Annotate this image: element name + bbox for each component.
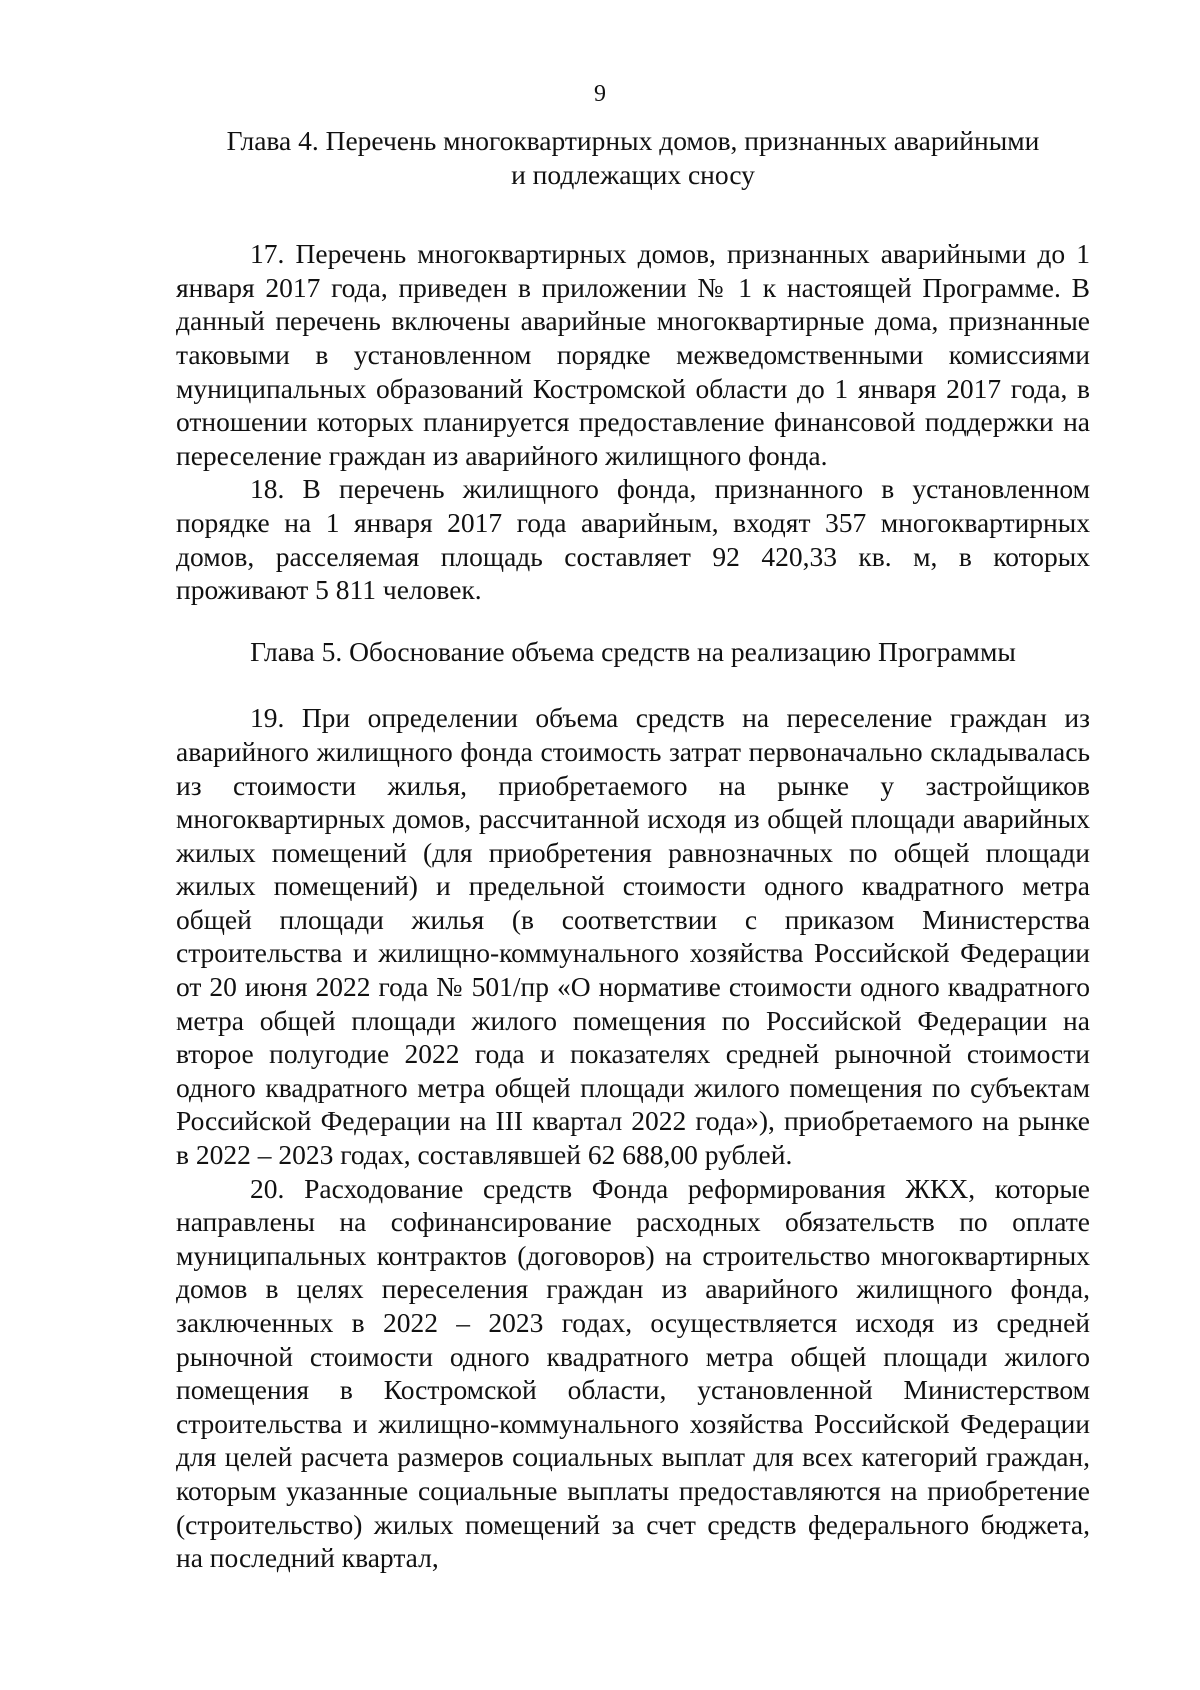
spacer xyxy=(176,607,1090,635)
paragraph-20: 20. Расходование средств Фонда реформирования ЖКХ, которые направлены на софинансирование расходных обязательств по оплате муниципальных контрактов (договоров) на строительство многоквартирных домов в целях переселения граждан из аварийного жилищного фонда, заключенных в 2022 – 2023 годах, осуществляется исходя из средней рыночной стоимости одного квадратного метра общей площади жилого помещения в Костромской области, установленной Министерством строительства и жилищно-коммунального хозяйства Российской Федерации для целей расчета размеров социальных выплат для всех категорий граждан, которым указанные социальные выплаты предоставляются на приобретение (строительство) жилых помещений за счет средств федерального бюджета, на последний квартал, xyxy=(176,1172,1090,1574)
chapter-4-heading-line-1: Глава 4. Перечень многоквартирных домов, признанных аварийными xyxy=(226,125,1040,156)
paragraph-17: 17. Перечень многоквартирных домов, признанных аварийными до 1 января 2017 года, приведен в приложении № 1 к настоящей Программе. В данный перечень включены аварийные многоквартирные дома, признанные таковыми в установленном порядке межведомственными комиссиями муниципальных образований Костромской области до 1 января 2017 года, в отношении которых планируется предоставление финансовой поддержки на переселение граждан из аварийного жилищного фонда. xyxy=(176,238,1090,471)
chapter-4-heading xyxy=(176,124,1090,191)
chapter-5-heading-line: Глава 5. Обоснование объема средств на реализацию Программы xyxy=(250,635,1016,667)
document-body xyxy=(176,124,1090,1575)
page-number: 9 xyxy=(594,81,606,107)
chapter-5-heading xyxy=(176,635,1090,669)
spacer xyxy=(176,191,1090,237)
paragraph-18: 18. В перечень жилищного фонда, признанного в установленном порядке на 1 января 2017 года аварийным, входят 357 многоквартирных домов, расселяемая площадь составляет 92 420,33 кв. м, в которых проживают 5 811 человек. xyxy=(176,473,1090,606)
spacer xyxy=(176,668,1090,701)
paragraph-19: 19. При определении объема средств на переселение граждан из аварийного жилищного фонда стоимость затрат первоначально складывалась из стоимости жилья, приобретаемого на рынке у застройщиков многоквартирных домов, рассчитанной исходя из общей площади аварийных жилых помещений (для приобретения равнозначных по общей площади жилых помещений) и предельной стоимости одного квадратного метра общей площади жилья (в соответствии с приказом Министерства строительства и жилищно-коммунального хозяйства Российской Федерации от 20 июня 2022 года № 501/пр «О нормативе стоимости одного квадратного метра общей площади жилого помещения по Российской Федерации на второе полугодие 2022 года и показателях средней рыночной стоимости одного квадратного метра общей площади жилого помещения по субъектам Российской Федерации на III квартал 2022 года»), приобретаемого на рынке в 2022 – 2023 годах, составлявшей 62 688,00 рублей. xyxy=(176,702,1090,1171)
chapter-4-heading-line-2: и подлежащих сносу xyxy=(511,158,755,190)
